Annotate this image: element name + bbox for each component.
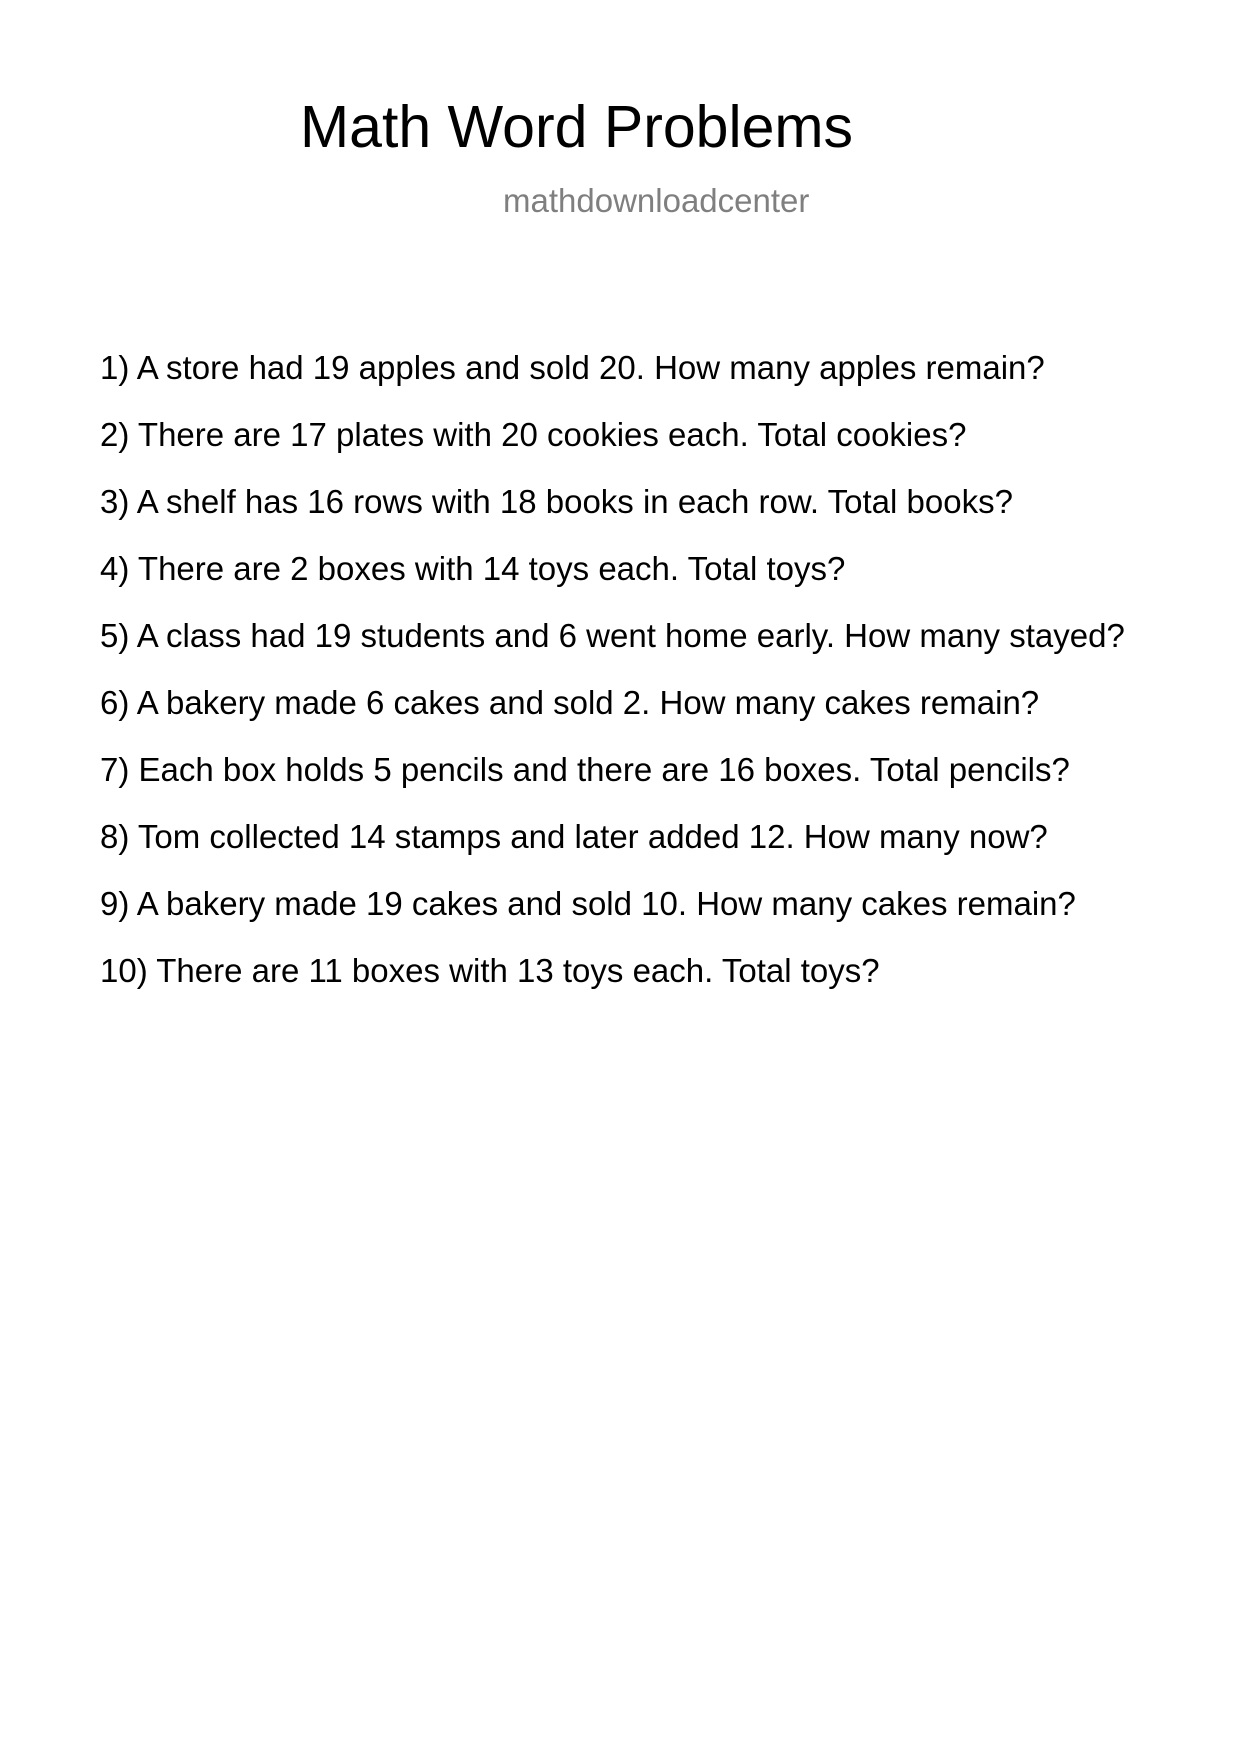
problem-list bbox=[100, 350, 1180, 1020]
problem-item: 5) A class had 19 students and 6 went home early. How many stayed? bbox=[100, 617, 1125, 654]
problem-item: 10) There are 11 boxes with 13 toys each. Total toys? bbox=[100, 952, 880, 989]
page-title: Math Word Problems bbox=[300, 94, 854, 160]
problem-item: 7) Each box holds 5 pencils and there are 16 boxes. Total pencils? bbox=[100, 751, 1070, 788]
problem-item: 9) A bakery made 19 cakes and sold 10. How many cakes remain? bbox=[100, 885, 1076, 922]
problem-item: 2) There are 17 plates with 20 cookies each. Total cookies? bbox=[100, 416, 967, 453]
problem-item: 4) There are 2 boxes with 14 toys each. Total toys? bbox=[100, 550, 846, 587]
problem-item: 6) A bakery made 6 cakes and sold 2. How many cakes remain? bbox=[100, 684, 1040, 721]
problem-item: 8) Tom collected 14 stamps and later added 12. How many now? bbox=[100, 818, 1048, 855]
problem-item: 3) A shelf has 16 rows with 18 books in each row. Total books? bbox=[100, 483, 1013, 520]
page-subtitle: mathdownloadcenter bbox=[503, 182, 810, 219]
problem-item: 1) A store had 19 apples and sold 20. How many apples remain? bbox=[100, 349, 1045, 386]
